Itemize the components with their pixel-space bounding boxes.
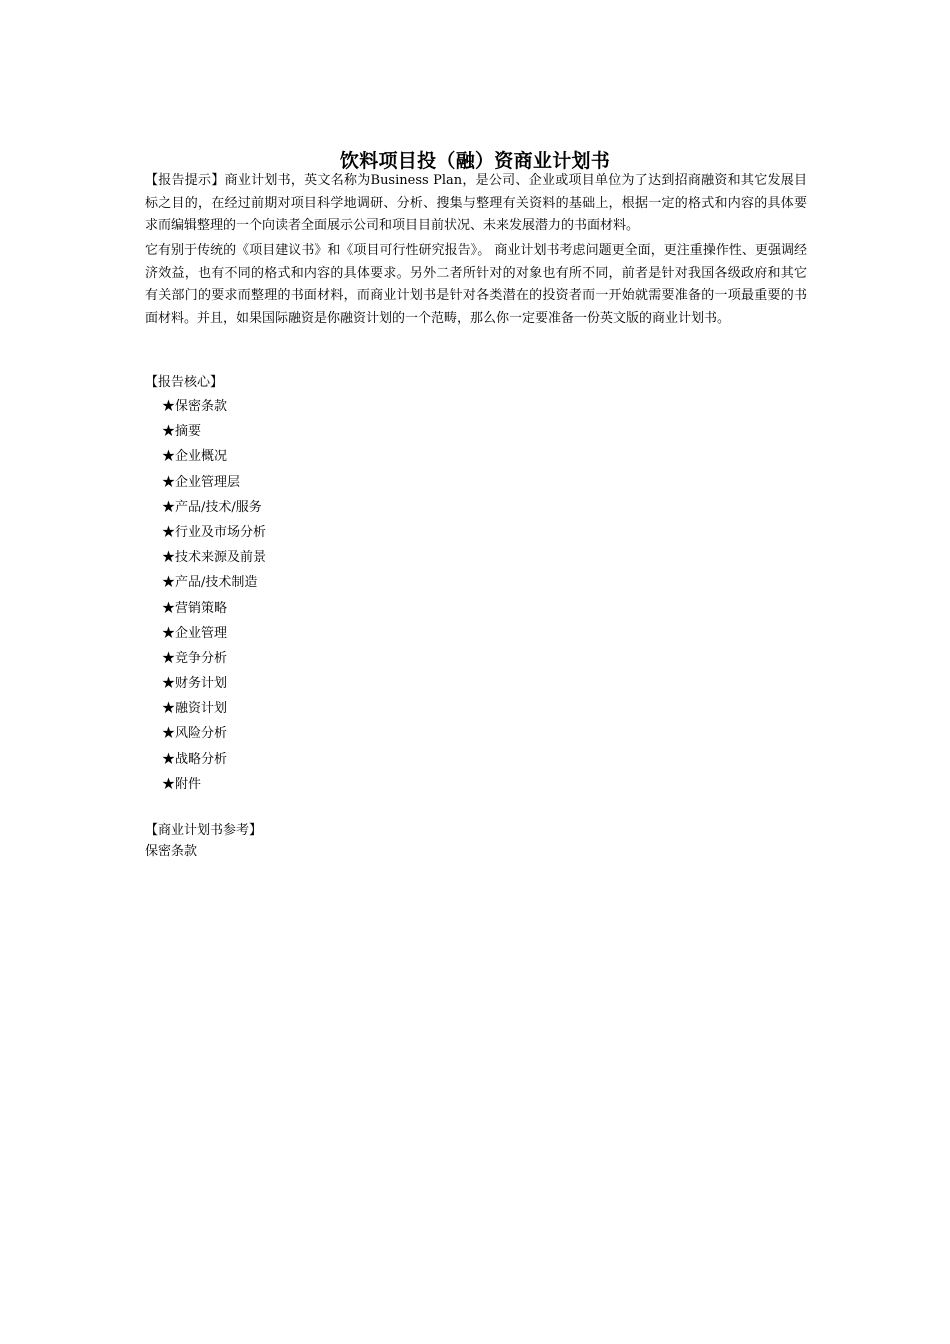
document-title: 饮料项目投（融）资商业计划书 (339, 150, 611, 172)
list-item: ★战略分析 (162, 751, 228, 767)
list-item: ★财务计划 (162, 676, 228, 692)
intro-paragraph-1: 【报告提示】商业计划书，英文名称为Business Plan，是公司、企业或项目单位为了达到招商融资和其它发展目标之目的，在经过前期对项目科学地调研、分析、搜集与整理有关资料的基础上，根据一定的格式和内容的具体要求而编辑整理的一个向读者全面展示公司和项目目前状况、未来发展潜力的书面材料。 (145, 173, 807, 233)
list-item: ★产品/技术/服务 (162, 499, 262, 515)
core-heading: 【报告核心】 (145, 375, 224, 390)
list-item: ★保密条款 (162, 399, 228, 414)
list-item: ★技术来源及前景 (162, 550, 267, 566)
reference-first-line: 保密条款 (145, 844, 198, 859)
list-item: ★企业概况 (162, 449, 228, 465)
list-item: ★营销策略 (162, 600, 228, 616)
intro-paragraph-2: 它有别于传统的《项目建议书》和《项目可行性研究报告》。 商业计划书考虑问题更全面，更注重操作性、更强调经济效益，也有不同的格式和内容的具体要求。另外二者所针对的对象也有所不同，前者是针对我国各级政府和其它有关部门的要求而整理的书面材料，而商业计划书是针对各类潜在的投资者而一开始就需要准备的一项最重要的书面材料。并且，如果国际融资是你融资计划的一个范畴，那么你一定要准备一份英文版的商业计划书。 (145, 243, 807, 326)
list-item: ★竞争分析 (162, 650, 228, 666)
list-item: ★摘要 (162, 424, 202, 440)
core-items-list (162, 396, 266, 799)
list-item: ★行业及市场分析 (162, 524, 267, 540)
reference-heading: 【商业计划书参考】 (145, 823, 263, 838)
list-item: ★产品/技术制造 (162, 575, 258, 591)
list-item: ★融资计划 (162, 701, 228, 717)
list-item: ★企业管理层 (162, 474, 241, 490)
list-item: ★风险分析 (162, 726, 228, 742)
list-item: ★企业管理 (162, 625, 228, 641)
list-item: ★附件 (162, 776, 202, 792)
